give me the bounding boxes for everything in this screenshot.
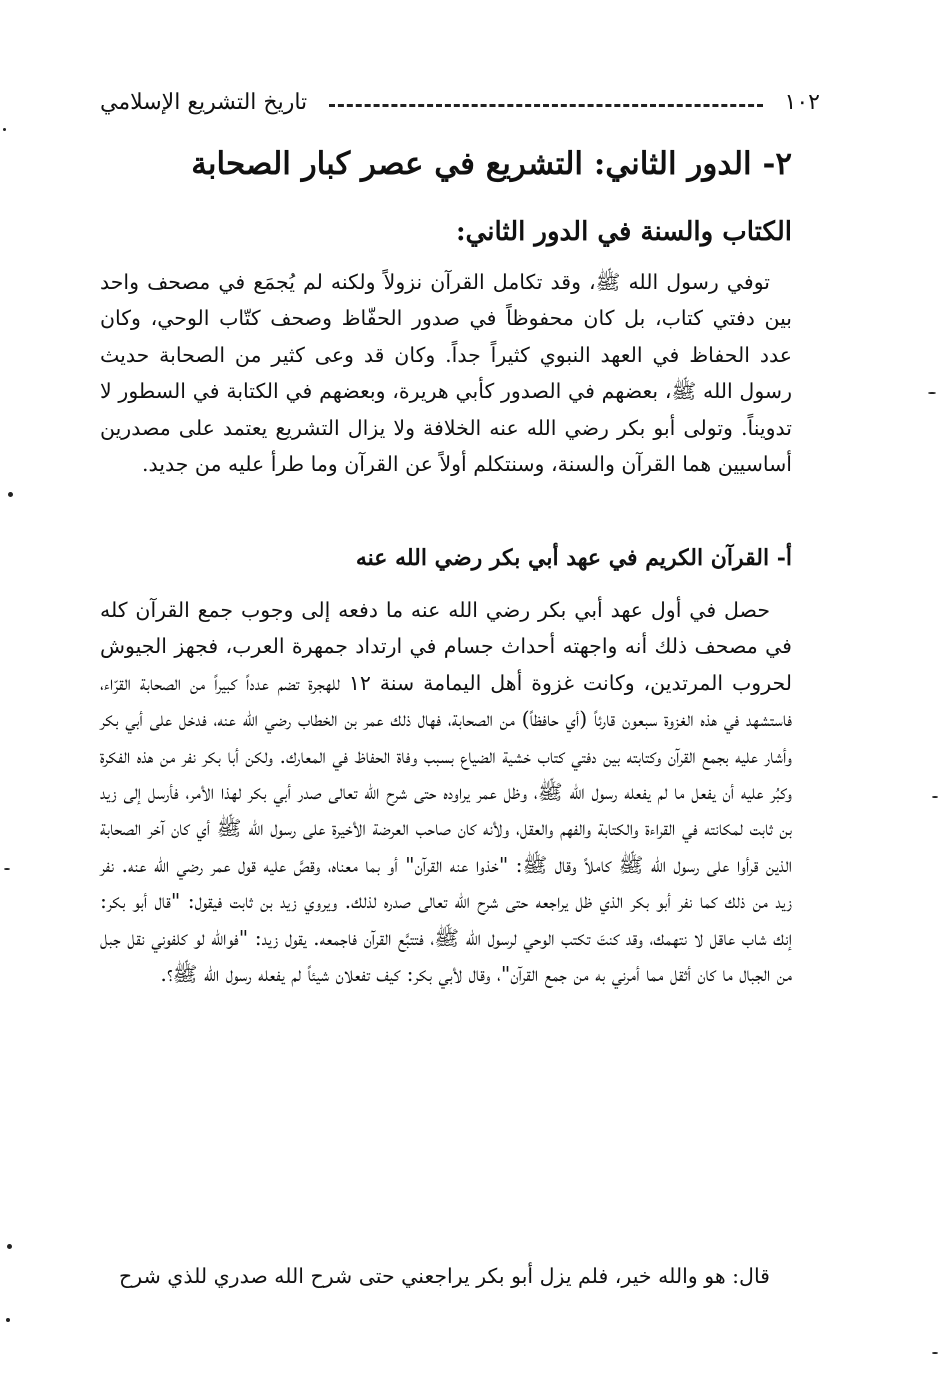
header-dotted-rule [329,104,762,107]
page-number: ١٠٢ [784,89,820,115]
paragraph-collection-story: حصل في أول عهد أبي بكر رضي الله عنه ما دفعه إلى وجوب جمع القرآن كله في مصحف ذلك أنه واجهته أحداث جسام في ارتداد جمهرة العرب، فجهز الجيوش لحروب المرتدين، وكانت غزوة أهل اليمامة سنة ١٢ للهجرة تضم عدداً كبيراً من الصحابة القرّاء، فاستشهد في هذه الغزوة سبعون قارئاً (أي حافظاً) من الصحابة، فهال ذلك عمر بن الخطاب رضي الله عنه، فدخل على أبي بكر وأشار عليه بجمع القرآن وكتابته بين دفتي كتاب خشية الضياع بسبب وفاة الحفاظ في المعارك. ولكن أبا بكر نفر من هذه الفكرة وكبُر عليه أن يفعل ما لم يفعله رسول الله ﷺ، وظل عمر يراوده حتى شرح الله تعالى صدر أبي بكر لهذا الأمر، فأرسل إلى زيد بن ثابت لمكانته في القراءة والكتابة والفهم والعقل، ولأنه كان صاحب العرضة الأخيرة على رسول الله ﷺ أي كان آخر الصحابة الذين قرأوا على رسول الله ﷺ كاملاً وقال ﷺ: "خذوا عنه القرآن" أو بما معناه، وقصَّ عليه قول عمر رضي الله عنه. نفر زيد من ذلك كما نفر أبو بكر الذي ظل يراجعه حتى شرح الله تعالى صدره لذلك. ويروي زيد بن ثابت فيقول: "قال أبو بكر: إنك شاب عاقل لا نتهمك، وقد كنتَ تكتب الوحي لرسول الله ﷺ، فتتبَّع القرآن فاجمعه. يقول زيد: "فوالله لو كلفوني نقل جبل من الجبال ما كان أثقل مما أمرني به من جمع القرآن"، وقال لأبي بكر: كيف تفعلان شيئاً لم يفعله رسول الله ﷺ؟. [100,598,792,987]
margin-speck [932,796,938,798]
running-header [100,84,820,120]
margin-speck [7,1244,12,1249]
margin-speck [4,868,10,870]
chapter-title: ٢- الدور الثاني: التشريع في عصر كبار الصحابة [191,146,792,182]
paragraph-continuation: قال: هو والله خير، فلم يزل أبو بكر يراجعني حتى شرح الله صدري للذي شرح [119,1264,770,1288]
margin-speck [928,392,936,394]
section-title: الكتاب والسنة في الدور الثاني: [455,217,792,247]
subsection-title: أ- القرآن الكريم في عهد أبي بكر رضي الله عنه [355,545,792,571]
margin-speck [6,1318,10,1322]
book-title: تاريخ التشريع الإسلامي [100,89,308,115]
margin-speck [932,1352,938,1354]
margin-speck [3,128,6,131]
margin-speck [8,492,13,497]
paragraph-intro: توفي رسول الله ﷺ، وقد تكامل القرآن نزولاً ولكنه لم يُجمَع في مصحف واحد بين دفتي كتاب، بل كان محفوظاً في صدور الحفّاظ وصحف كتّاب الوحي، وكان عدد الحفاظ في العهد النبوي كثيراً جداً. وكان قد وعى كثير من الصحابة حديث رسول الله ﷺ، بعضهم في الصدور كأبي هريرة، وبعضهم في الكتابة في السطور لا تدويناً. وتولى أبو بكر رضي الله عنه الخلافة ولا يزال التشريع يعتمد على مصدرين أساسيين هما القرآن والسنة، وسنتكلم أولاً عن القرآن وما طرأ عليه من جديد. [100,270,792,477]
